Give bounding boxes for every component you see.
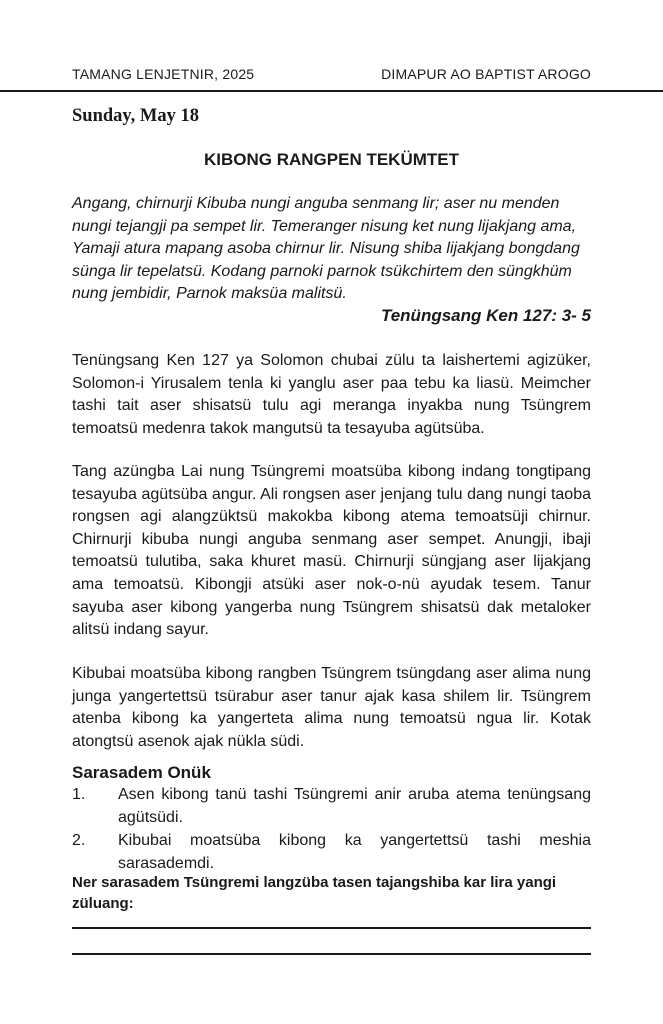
discussion-heading: Sarasadem Onük: [72, 763, 211, 782]
answer-line[interactable]: [72, 953, 591, 955]
header-rule: [0, 90, 663, 92]
publication-title: TAMANG LENJETNIR, 2025: [72, 66, 255, 82]
opening-verse: Angang, chirnurji Kibuba nungi anguba senmang lir; aser nu menden nungi tejangji pa sempet lir. Temeranger nisung ket nung lijakjang ama, Yamaji atura mapang asoba chirnur lir. Nisung shiba lijakjang bongdang sünga lir tepelatsü. Kodang parnoki parnok tsükchirtem den süngkhüm nung jembidir, Parnok maksüa malitsü.: [72, 195, 580, 303]
question-text: Asen kibong tanü tashi Tsüngremi anir aruba atema tenüngsang agütsüdi.: [118, 786, 591, 826]
list-item: [72, 784, 591, 829]
question-number: 2.: [72, 832, 86, 850]
date-heading: Sunday, May 18: [72, 106, 199, 126]
response-prompt: Ner sarasadem Tsüngremi langzüba tasen tajangshiba kar lira yangi züluang:: [72, 874, 557, 912]
body-paragraph: Tang azüngba Lai nung Tsüngremi moatsüba kibong indang tongtipang tesayuba agütsüba angur. Ali rongsen aser jenjang tulu dang nungi taoba rongsen agi alangzüktsü makokba kibong atema temoatsüji chirnur. Chirnurji kibuba nungi anguba senmang aser sempet. Anungji, ibaji temoatsü tulutiba, saka khuret masü. Chirnurji süngjang aser lijakjang ama temoatsü. Kibongji atsüki aser nok-o-nü ayudak tesem. Tanur sayuba aser kibong yangerba nung Tsüngrem shisatsü dak metaloker alitsü indang sayur.: [72, 463, 591, 639]
list-item: [72, 830, 591, 875]
running-header: [72, 66, 591, 82]
question-number: 1.: [72, 786, 86, 803]
body-paragraph: Tenüngsang Ken 127 ya Solomon chubai zülu ta laishertemi agizüker, Solomon-i Yirusalem tenla ki yanglu aser paa tebu ka liasü. Meimcher tashi tait aser shisatsü tulu agi meranga inyakba nung Tsüngrem temoatsü medenra takok mangutsü ta tesayuba agütsüba.: [72, 352, 591, 437]
publisher-name: DIMAPUR AO BAPTIST AROGO: [381, 66, 591, 82]
lesson-title: KIBONG RANGPEN TEKÜMTET: [204, 150, 459, 169]
question-text: Kibubai moatsüba kibong ka yangertettsü tashi meshia sarasademdi.: [118, 832, 591, 872]
discussion-questions: [72, 784, 591, 876]
body-paragraph: Kibubai moatsüba kibong rangben Tsüngrem tsüngdang aser alima nung junga yangertettsü tsürabur aser tanur ajak kasa shilem lir. Tsüngrem atenba kibong ka yangerteta alima nung temoatsü ngua lir. Kotak atongtsü asenok ajak nükla südi.: [72, 665, 591, 750]
verse-reference: Tenüngsang Ken 127: 3- 5: [380, 306, 591, 325]
answer-line[interactable]: [72, 927, 591, 929]
